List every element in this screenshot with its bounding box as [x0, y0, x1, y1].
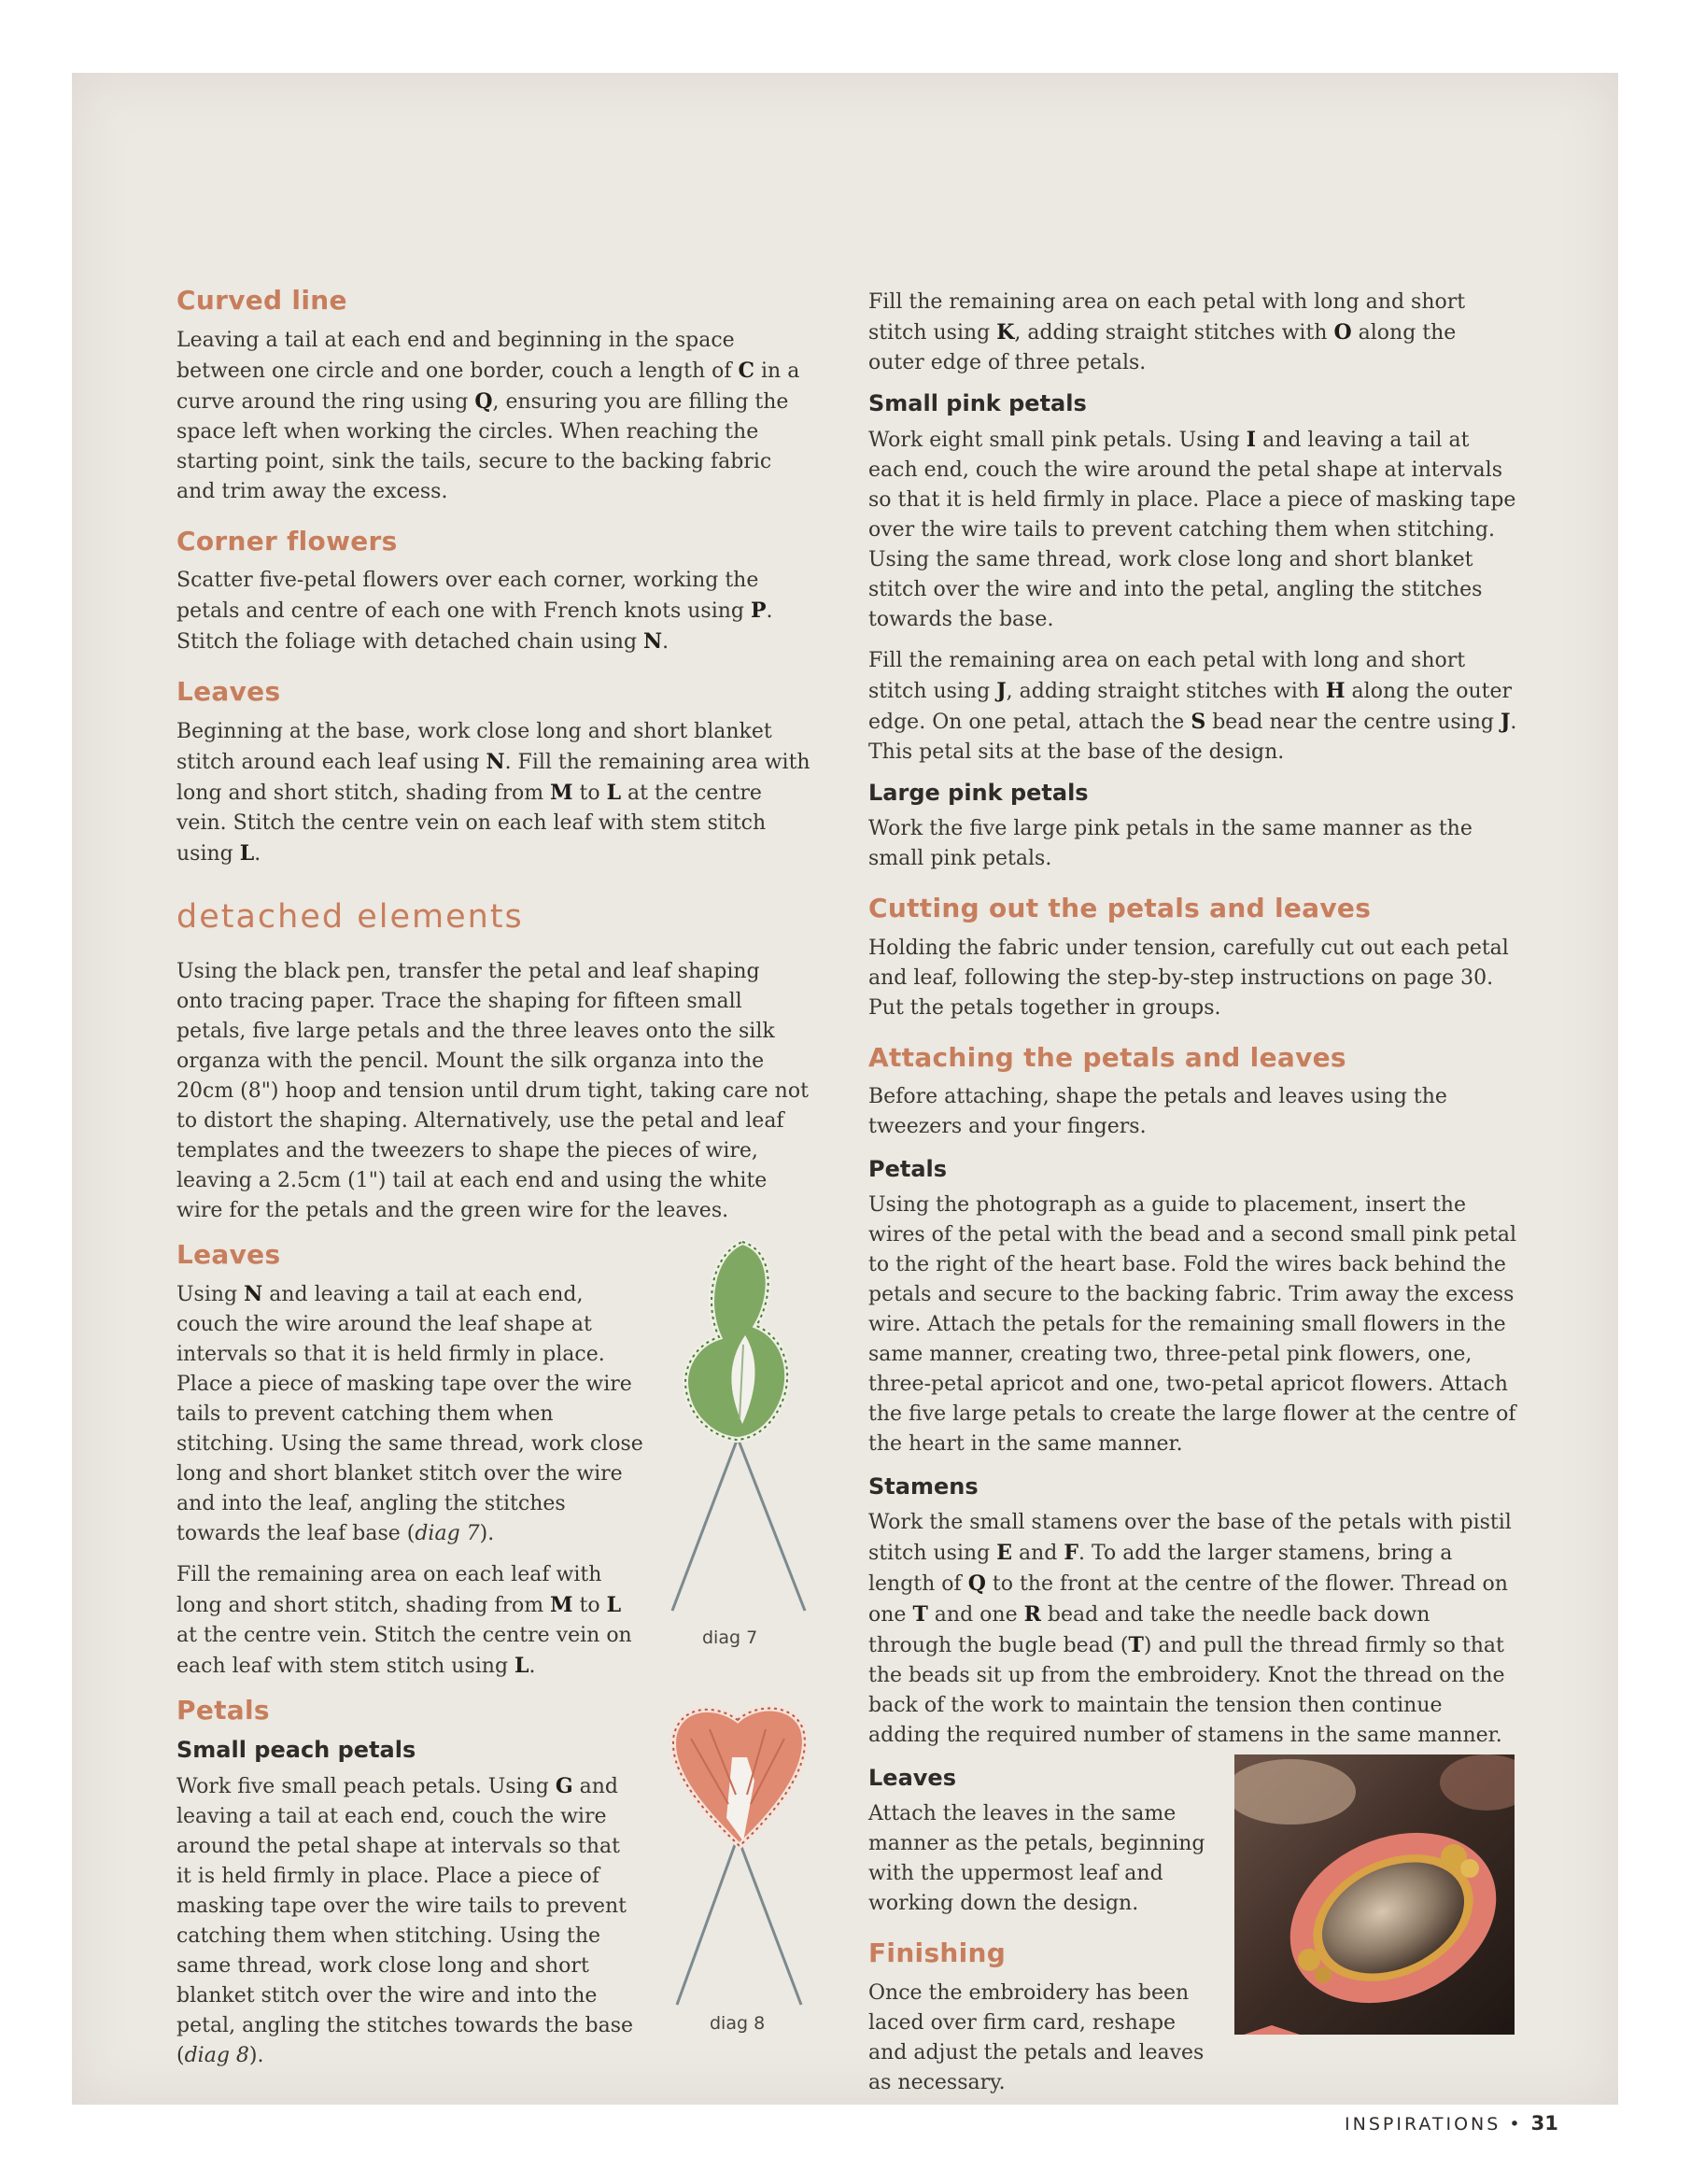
leaves-text: Beginning at the base, work close long and short blanket stitch around each leaf using N. Fill the remaining area with long and short stitch, shading from M to L at the centre vein. Stitch the centre vein on each leaf with stem stitch using L.	[176, 719, 810, 866]
detached-elements-text: Using the black pen, transfer the petal and leaf shaping onto tracing paper. Trace the shaping for fifteen small petals, five large petals and the three leaves onto the silk organza with the pencil. Mount the silk organza into the 20cm (8") hoop and tension until drum tight, taking care not to distort the shaping. Alternatively, use the petal and leaf templates and the tweezers to shape the pieces of wire, leaving a 2.5cm (1") tail at each end and using the white wire for the petals and the green wire for the leaves.	[176, 959, 809, 1222]
large-pink-text: Work the five large pink petals in the same manner as the small pink petals.	[868, 817, 1473, 870]
subheading-large-pink-petals: Large pink petals	[868, 780, 1089, 806]
cutting-out-text: Holding the fabric under tension, carefully cut out each petal and leaf, following the step-by-step instructions on page 30. Put the petals together in groups.	[868, 936, 1509, 1020]
heading-curved-line: Curved line	[176, 285, 347, 316]
subheading-petals: Petals	[868, 1156, 948, 1183]
small-peach-petals-text: Work five small peach petals. Using G and leaving a tail at each end, couch the wire around the petal shape at intervals so that it is held firmly in place. Place a piece of masking tape over the wire tails to prevent catching them when stitching. Using the same thread, work close long and short blanket stitch over the wire and into the petal, angling the stitches towards the base (diag 8).	[176, 1773, 634, 2067]
detached-leaves-text-2: Fill the remaining area on each leaf with long and short stitch, shading from M to L at the centre vein. Stitch the centre vein on each leaf with stem stitch using L.	[176, 1563, 632, 1679]
heading-leaves: Leaves	[176, 676, 281, 708]
page-footer	[1345, 2112, 1558, 2135]
petal-diagram	[654, 1692, 822, 2009]
subheading-small-peach-petals: Small peach petals	[176, 1736, 416, 1763]
attach-leaves-text: Attach the leaves in the same manner as the petals, beginning with the uppermost leaf and working down the design.	[868, 1802, 1205, 1916]
heading-cutting-out: Cutting out the petals and leaves	[868, 893, 1372, 923]
heading-petals: Petals	[176, 1695, 270, 1726]
footer-separator: •	[1509, 2114, 1523, 2135]
heading-attaching: Attaching the petals and leaves	[868, 1041, 1346, 1073]
small-pink-text-2: Fill the remaining area on each petal with long and short stitch using J, adding straight stitches with H along the outer edge. On one petal, attach the S bead near the centre using J. This petal sits at the base of the design.	[868, 649, 1517, 764]
subheading-leaves: Leaves	[868, 1765, 956, 1792]
corner-flowers-text: Scatter five-petal flowers over each corner, working the petals and centre of each one with French knots using P. Stitch the foliage with detached chain using N.	[176, 569, 773, 655]
subheading-small-pink-petals: Small pink petals	[868, 390, 1087, 416]
detached-leaves-text-1: Using N and leaving a tail at each end, couch the wire around the leaf shape at intervals so that it is held firmly in place. Place a piece of masking tape over the wire tails to prevent catching them when stitching. Using the same thread, work close long and short blanket stitch over the wire and into the leaf, angling the stitches towards the leaf base (diag 7).	[176, 1282, 643, 1546]
finishing-text: Once the embroidery has been laced over firm card, reshape and adjust the petals and leaves as necessary.	[868, 1980, 1205, 2094]
curved-line-text: Leaving a tail at each end and beginning in the space between one circle and one border, couch a length of C in a curve around the ring using Q, ensuring you are filling the space left when working the circles. When reaching the starting point, sink the tails, secure to the backing fabric and trim away the excess.	[176, 328, 800, 503]
subheading-stamens: Stamens	[868, 1473, 979, 1501]
magazine-name: INSPIRATIONS	[1345, 2114, 1501, 2135]
heading-detached-elements: detached elements	[176, 897, 524, 936]
heading-detached-leaves: Leaves	[176, 1238, 281, 1270]
heading-finishing: Finishing	[868, 1937, 1007, 1969]
caption-diag-8: diag 8	[710, 2013, 766, 2034]
small-pink-text-1: Work eight small pink petals. Using I and leaving a tail at each end, couch the wire around the petal shape at intervals so that it is held firmly in place. Place a piece of masking tape over the wire tails to prevent catching them when stitching. Using the same thread, work close long and short blanket stitch over the wire and into the petal, angling the stitches towards the base.	[868, 428, 1516, 631]
leaf-diagram	[654, 1233, 822, 1625]
petals-text: Using the photograph as a guide to placement, insert the wires of the petal with the bead and a second small pink petal to the right of the heart base. Fold the wires back behind the petals and secure to the backing fabric. Trim away the excess wire. Attach the petals for the remaining small flowers in the same manner, creating two, three-petal pink flowers, one, three-petal apricot and one, two-petal apricot flowers. Attach the five large petals to create the large flower at the centre of the heart in the same manner.	[868, 1193, 1516, 1457]
peach-fill-text: Fill the remaining area on each petal with long and short stitch using K, adding straight stitches with O along the outer edge of three petals.	[868, 290, 1466, 374]
page-number: 31	[1530, 2112, 1558, 2135]
mirror-photo	[1234, 1754, 1515, 2035]
stamens-text: Work the small stamens over the base of the petals with pistil stitch using E and F. To add the larger stamens, bring a length of Q to the front at the centre of the flower. Thread on one T and one R bead and take the needle back down through the bugle bead (T) and pull the thread firmly so that the beads sit up from the embroidery. Knot the thread on the back of the work to maintain the tension then continue adding the required number of stamens in the same manner.	[868, 1511, 1512, 1748]
attaching-text: Before attaching, shape the petals and leaves using the tweezers and your fingers.	[868, 1085, 1447, 1139]
caption-diag-7: diag 7	[702, 1627, 758, 1648]
heading-corner-flowers: Corner flowers	[176, 525, 398, 557]
